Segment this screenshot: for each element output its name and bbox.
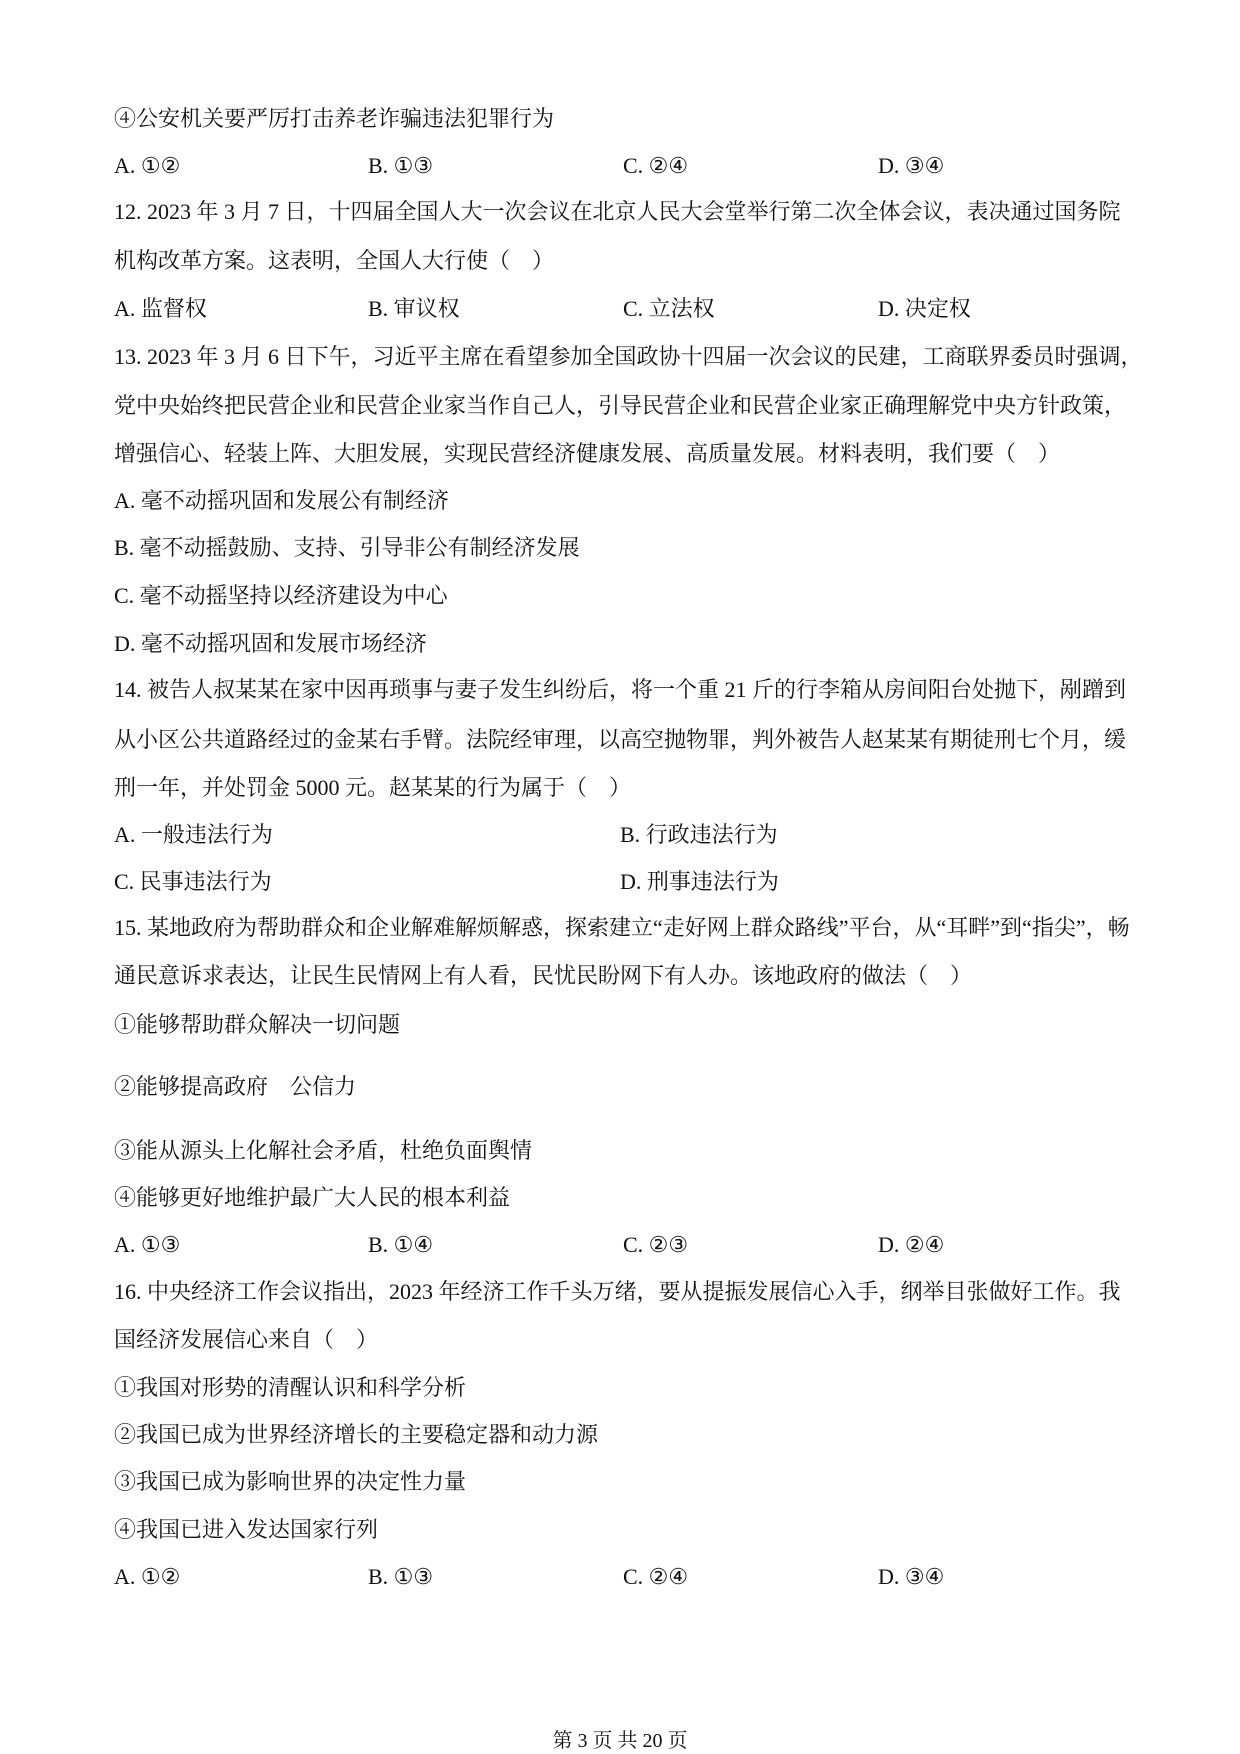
q13-option-c: C. 毫不动摇坚持以经济建设为中心: [114, 583, 448, 608]
q12-option-c: C. 立法权: [623, 296, 715, 321]
q15-option-d: D. ②④: [878, 1232, 945, 1257]
q13-option-a: A. 毫不动摇巩固和发展公有制经济: [114, 488, 449, 513]
q13-option-b: B. 毫不动摇鼓励、支持、引导非公有制经济发展: [114, 535, 580, 560]
q16-item-2: ②我国已成为世界经济增长的主要稳定器和动力源: [114, 1422, 599, 1447]
q14-stem-line-3: 刑一年，并处罚金 5000 元。赵某某的行为属于（ ）: [114, 775, 632, 800]
q11-option-b: B. ①③: [368, 153, 434, 178]
q14-stem-line-1: 14. 被告人叔某某在家中因再琐事与妻子发生纠纷后，将一个重 21 斤的行李箱从房间阳台处抛下，剐蹭到: [114, 677, 1127, 702]
q12-stem-line-2: 机构改革方案。这表明，全国人大行使（ ）: [114, 248, 555, 273]
q13-stem-line-3: 增强信心、轻装上阵、大胆发展，实现民营经济健康发展、高质量发展。材料表明，我们要（ ）: [114, 441, 1061, 466]
q16-option-c: C. ②④: [623, 1564, 689, 1589]
q13-option-d: D. 毫不动摇巩固和发展市场经济: [114, 631, 427, 656]
q15-option-b: B. ①④: [368, 1232, 434, 1257]
q13-stem-line-2: 党中央始终把民营企业和民营企业家当作自己人，引导民营企业和民营企业家正确理解党中央方针政策，: [114, 393, 1127, 418]
q15-item-1: ①能够帮助群众解决一切问题: [114, 1012, 401, 1037]
q14-stem-line-2: 从小区公共道路经过的金某右手臂。法院经审理，以高空抛物罪，判外被告人赵某某有期徒刑七个月，缓: [114, 727, 1127, 752]
q12-option-b: B. 审议权: [368, 296, 460, 321]
q11-option-a: A. ①②: [114, 153, 181, 178]
q11-option-c: C. ②④: [623, 153, 689, 178]
q16-stem-line-2: 国经济发展信心来自（ ）: [114, 1327, 379, 1352]
q16-option-b: B. ①③: [368, 1564, 434, 1589]
q15-item-3: ③能从源头上化解社会矛盾，杜绝负面舆情: [114, 1138, 533, 1163]
q11-option-d: D. ③④: [878, 153, 945, 178]
q14-option-d: D. 刑事违法行为: [620, 869, 779, 894]
q16-item-3: ③我国已成为影响世界的决定性力量: [114, 1469, 467, 1494]
q16-stem-line-1: 16. 中央经济工作会议指出，2023 年经济工作千头万绪，要从提振发展信心入手，纲举目张做好工作。我: [114, 1279, 1121, 1304]
page-number-footer: 第 3 页 共 20 页: [552, 1730, 688, 1752]
q12-stem-line-1: 12. 2023 年 3 月 7 日，十四届全国人大一次会议在北京人民大会堂举行第二次全体会议，表决通过国务院: [114, 199, 1121, 224]
q15-item-2: ②能够提高政府 公信力: [114, 1074, 357, 1099]
q16-item-4: ④我国已进入发达国家行列: [114, 1517, 379, 1542]
q16-item-1: ①我国对形势的清醒认识和科学分析: [114, 1375, 467, 1400]
q15-stem-line-2: 通民意诉求表达，让民生民情网上有人看，民忧民盼网下有人办。该地政府的做法（ ）: [114, 963, 973, 988]
q12-option-a: A. 监督权: [114, 296, 207, 321]
q15-option-a: A. ①③: [114, 1232, 181, 1257]
q12-option-d: D. 决定权: [878, 296, 971, 321]
q15-option-c: C. ②③: [623, 1232, 689, 1257]
q15-item-4: ④能够更好地维护最广大人民的根本利益: [114, 1185, 511, 1210]
q16-option-d: D. ③④: [878, 1564, 945, 1589]
q15-stem-line-1: 15. 某地政府为帮助群众和企业解难解烦解惑，探索建立“走好网上群众路线”平台，从“耳畔”到“指尖”，畅: [114, 915, 1130, 940]
q13-stem-line-1: 13. 2023 年 3 月 6 日下午，习近平主席在看望参加全国政协十四届一次会议的民建，工商联界委员时强调，: [114, 344, 1143, 369]
q11-item-4: ④公安机关要严厉打击养老诈骗违法犯罪行为: [114, 106, 555, 131]
q14-option-b: B. 行政违法行为: [620, 822, 778, 847]
q16-option-a: A. ①②: [114, 1564, 181, 1589]
q14-option-c: C. 民事违法行为: [114, 869, 272, 894]
q14-option-a: A. 一般违法行为: [114, 822, 273, 847]
